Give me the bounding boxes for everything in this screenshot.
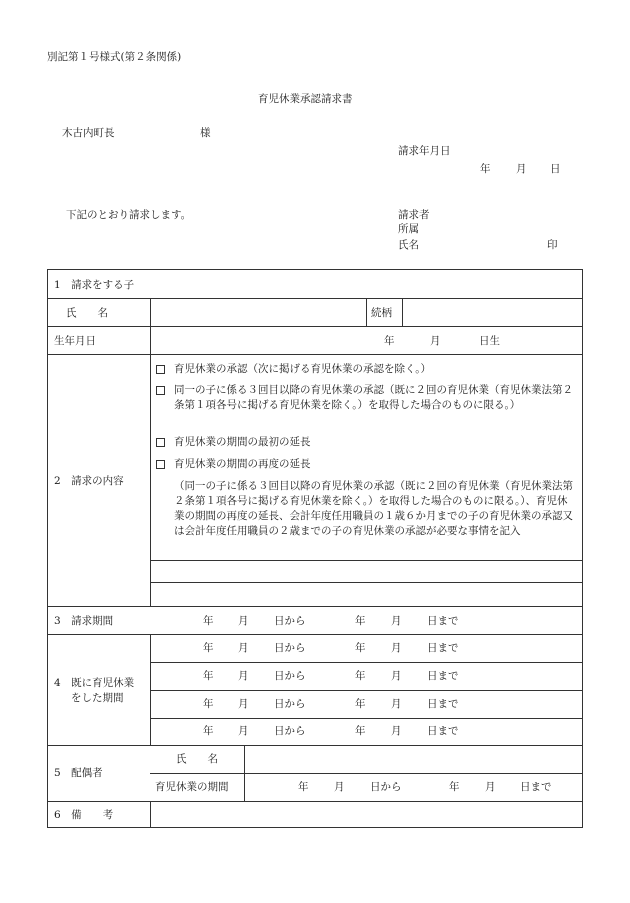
col-divider <box>150 801 151 827</box>
row-divider <box>150 662 582 663</box>
spouse-period-to-day: 日まで <box>520 781 552 793</box>
option-3-label: 育児休業の期間の最初の延長 <box>174 436 311 448</box>
period-to-year: 年 <box>355 642 366 654</box>
option-checkbox[interactable] <box>156 365 165 374</box>
requester-dept-label: 所属 <box>398 223 419 235</box>
row-divider <box>150 582 582 583</box>
period-from-day: 日から <box>274 725 306 737</box>
period-to-day: 日まで <box>427 615 459 627</box>
period-from-month: 月 <box>238 642 249 654</box>
period-to-month: 月 <box>391 698 402 710</box>
request-date-month: 月 <box>516 163 527 175</box>
row-divider <box>48 745 582 746</box>
period-to-year: 年 <box>355 670 366 682</box>
period-from-year: 年 <box>203 725 214 737</box>
spouse-period-from-month: 月 <box>334 781 345 793</box>
spouse-period-to-year: 年 <box>449 781 460 793</box>
spouse-leave-period-label: 育児休業の期間 <box>155 781 229 793</box>
period-from-month: 月 <box>238 725 249 737</box>
spouse-period-to-month: 月 <box>485 781 496 793</box>
section4-heading: 4 既に育児休業 <box>54 677 135 689</box>
birth-day: 日生 <box>479 335 500 347</box>
period-from-month: 月 <box>238 670 249 682</box>
spouse-period-from-day: 日から <box>370 781 402 793</box>
child-birth-label: 生年月日 <box>54 335 96 347</box>
row-divider <box>48 606 582 607</box>
period-to-year: 年 <box>355 725 366 737</box>
period-from-day: 日から <box>274 615 306 627</box>
row-divider <box>48 298 582 299</box>
period-from-month: 月 <box>238 698 249 710</box>
requester-label: 請求者 <box>398 209 430 221</box>
seal-mark: 印 <box>547 239 558 251</box>
row-divider <box>48 634 582 635</box>
addressee-honorific: 様 <box>200 127 211 139</box>
section6-heading: 6 備 考 <box>54 809 114 821</box>
option-1-label: 育児休業の承認（次に掲げる育児休業の承認を除く。） <box>174 363 432 375</box>
requester-name-label: 氏名 <box>398 239 419 251</box>
period-from-month: 月 <box>238 615 249 627</box>
row-divider <box>150 690 582 691</box>
page-title: 育児休業承認請求書 <box>258 93 353 105</box>
option-2-label: 同一の子に係る３回目以降の育児休業の承認（既に２回の育児休業（育児休業法第２条第１項各号に掲げる育児休業を除く。）を取得した場合のものに限る。） <box>174 384 573 411</box>
request-table <box>47 269 583 828</box>
section2-heading: 2 請求の内容 <box>54 475 124 487</box>
request-date-day: 日 <box>550 163 561 175</box>
section4-heading-line2: をした期間 <box>71 692 124 704</box>
col-divider <box>244 745 245 801</box>
section3-heading: 3 請求期間 <box>54 615 114 627</box>
period-to-day: 日まで <box>427 725 459 737</box>
col-divider <box>402 298 403 326</box>
row-divider <box>48 801 582 802</box>
option-4-label: 育児休業の期間の再度の延長 <box>174 458 311 470</box>
request-date-label: 請求年月日 <box>398 145 451 157</box>
period-to-day: 日まで <box>427 670 459 682</box>
spouse-period-from-year: 年 <box>298 781 309 793</box>
period-from-year: 年 <box>203 642 214 654</box>
option-checkbox[interactable] <box>156 460 165 469</box>
option-2 <box>156 383 576 413</box>
period-to-day: 日まで <box>427 642 459 654</box>
option-checkbox[interactable] <box>156 386 165 395</box>
form-reference: 別記第１号様式(第２条関係) <box>47 51 182 63</box>
period-to-month: 月 <box>391 615 402 627</box>
spouse-name-label: 氏 名 <box>176 753 218 765</box>
option-4 <box>156 457 576 472</box>
row-divider <box>150 773 582 774</box>
child-name-label: 氏 名 <box>66 307 108 319</box>
statement: 下記のとおり請求します。 <box>66 209 192 221</box>
option-3 <box>156 435 576 450</box>
col-divider <box>366 298 367 326</box>
period-from-year: 年 <box>203 698 214 710</box>
period-to-day: 日まで <box>427 698 459 710</box>
period-to-month: 月 <box>391 642 402 654</box>
section5-heading: 5 配偶者 <box>54 767 103 779</box>
option-1 <box>156 362 576 377</box>
col-divider <box>150 298 151 606</box>
period-to-year: 年 <box>355 698 366 710</box>
row-divider <box>150 560 582 561</box>
row-divider <box>48 326 582 327</box>
request-date-year: 年 <box>480 163 491 175</box>
period-from-year: 年 <box>203 670 214 682</box>
section1-heading: 1 請求をする子 <box>54 279 135 291</box>
row-divider <box>48 354 582 355</box>
period-from-day: 日から <box>274 670 306 682</box>
child-relation-label: 続柄 <box>371 307 392 319</box>
col-divider <box>150 634 151 745</box>
period-to-year: 年 <box>355 615 366 627</box>
circumstances-note: （同一の子に係る３回目以降の育児休業の承認（既に２回の育児休業（育児休業法第２条第１項各号に掲げる育児休業を除く。）を取得した場合のものに限る。）、育児休業の期間の再度の延長、会計年度任用職員の１歳６か月までの子の育児休業の承認又は会計年度任用職員の２歳までの子の育児休業の承認が必要な事情を記入 <box>174 480 573 537</box>
option-checkbox[interactable] <box>156 438 165 447</box>
period-from-day: 日から <box>274 698 306 710</box>
row-divider <box>150 718 582 719</box>
addressee: 木古内町長 <box>62 127 115 139</box>
period-to-month: 月 <box>391 725 402 737</box>
period-to-month: 月 <box>391 670 402 682</box>
period-from-day: 日から <box>274 642 306 654</box>
birth-month: 月 <box>430 335 441 347</box>
birth-year: 年 <box>384 335 395 347</box>
period-from-year: 年 <box>203 615 214 627</box>
